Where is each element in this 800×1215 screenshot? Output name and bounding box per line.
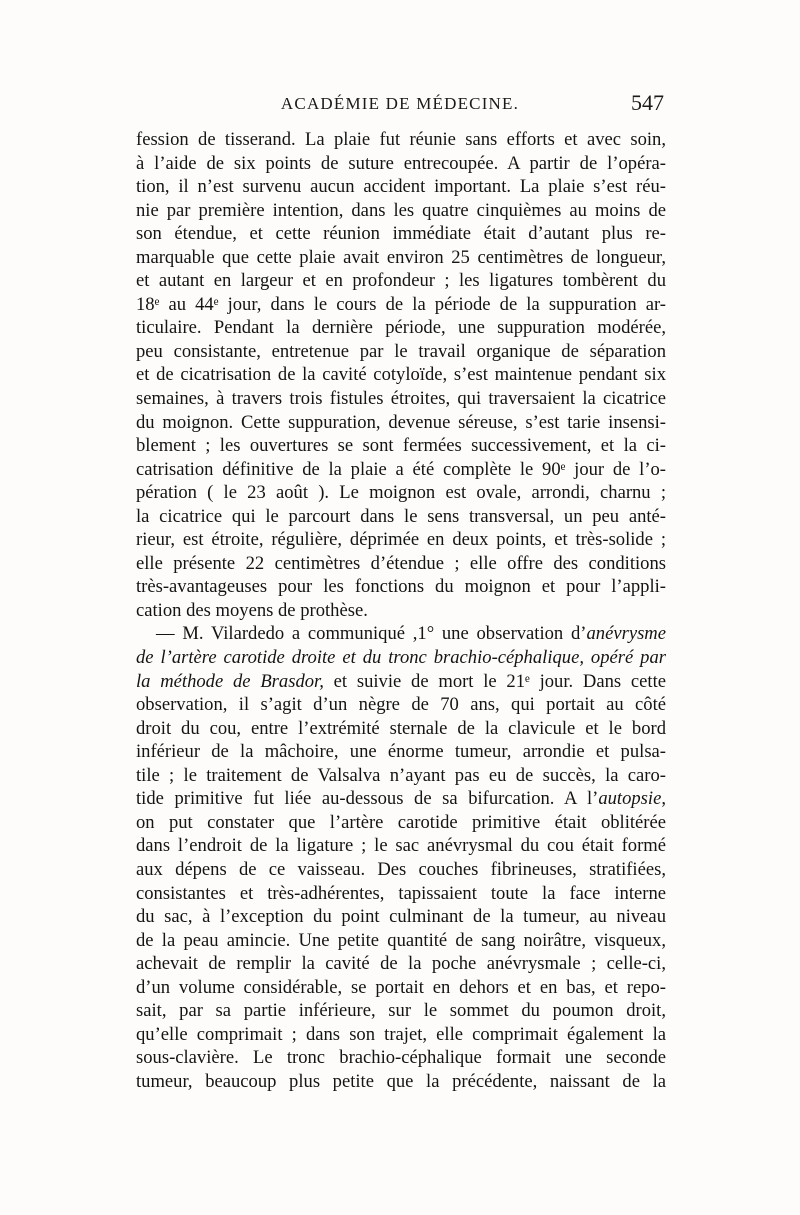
line-text: dans l’endroit de la ligature ; le sac anévrysmal du cou était formé: [136, 835, 666, 857]
text-line: [136, 434, 666, 458]
line-text: et autant en largeur et en profondeur ; les ligatures tombèrent du: [136, 270, 666, 292]
text-line: [136, 1046, 666, 1070]
line-text: marquable que cette plaie avait environ 25 centimètres de longueur,: [136, 246, 666, 268]
text-line: [136, 1070, 666, 1094]
text-line: [136, 458, 666, 482]
line-text: tion, il n’est survenu aucun accident important. La plaie s’est réu-: [136, 176, 666, 198]
line-text: et suivie de mort le 21ᵉ jour. Dans cette: [323, 670, 666, 692]
line-text: son étendue, et cette réunion immédiate était d’autant plus re-: [136, 223, 666, 245]
line-text: peu consistante, entretenue par le travail organique de séparation: [136, 340, 666, 362]
line-text: du moignon. Cette suppuration, devenue séreuse, s’est tarie insensi-: [136, 411, 666, 433]
page-number: 547: [631, 90, 664, 115]
line-text: cation des moyens de prothèse.: [136, 599, 368, 621]
text-line: [136, 269, 666, 293]
text-line: [136, 481, 666, 505]
line-text: et de cicatrisation de la cavité cotyloïde, s’est maintenue pendant six: [136, 364, 666, 386]
line-text: rieur, est étroite, régulière, déprimée en deux points, et très-solide ;: [136, 529, 666, 551]
line-text: droit du cou, entre l’extrémité sternale de la clavicule et le bord: [136, 717, 666, 739]
line-text: catrisation définitive de la plaie a été complète le 90ᵉ jour de l’o-: [136, 458, 666, 480]
text-line: [136, 1023, 666, 1047]
text-line: [136, 693, 666, 717]
line-text: — M. Vilardedo a communiqué ,1° une observation d’: [156, 623, 587, 645]
line-text: blement ; les ouvertures se sont fermées successivement, et la ci-: [136, 435, 666, 457]
text-line: [136, 929, 666, 953]
line-text: qu’elle comprimait ; dans son trajet, elle comprimait également la: [136, 1023, 666, 1045]
text-line: [136, 316, 666, 340]
line-text: du sac, à l’exception du point culminant de la tumeur, au niveau: [136, 906, 666, 928]
italic-text: la méthode de Brasdor,: [136, 670, 324, 692]
text-line: [136, 552, 666, 576]
line-text: achevait de remplir la cavité de la poche anévrysmale ; celle-ci,: [136, 953, 666, 975]
text-line: [136, 834, 666, 858]
line-text: fession de tisserand. La plaie fut réunie sans efforts et avec soin,: [136, 129, 666, 150]
line-text: consistantes et très-adhérentes, tapissaient toute la face interne: [136, 882, 666, 904]
text-line: [136, 505, 666, 529]
italic-text: de l’artère carotide droite et du tronc brachio-céphalique, opéré par: [136, 647, 666, 669]
text-line: [136, 811, 666, 835]
line-text: tumeur, beaucoup plus petite que la précédente, naissant de la: [136, 1070, 666, 1092]
text-line: [136, 575, 666, 599]
italic-text: autopsie: [598, 788, 662, 810]
line-text: ticulaire. Pendant la dernière période, une suppuration modérée,: [136, 317, 666, 339]
line-text: pération ( le 23 août ). Le moignon est ovale, arrondi, charnu ;: [136, 482, 666, 504]
text-line: [136, 622, 666, 646]
text-line: [136, 293, 666, 317]
text-line: [136, 717, 666, 741]
text-line: [136, 952, 666, 976]
line-text: aux dépens de ce vaisseau. Des couches fibrineuses, stratifiées,: [136, 858, 666, 880]
text-line: [136, 976, 666, 1000]
line-text: tile ; le traitement de Valsalva n’ayant pas eu de succès, la caro-: [136, 764, 666, 786]
text-line: [136, 175, 666, 199]
text-line: [136, 882, 666, 906]
text-line: [136, 787, 666, 811]
page-header: [136, 90, 664, 124]
text-line: [136, 670, 666, 694]
line-text: sous-clavière. Le tronc brachio-céphalique formait une seconde: [136, 1047, 666, 1069]
text-line: [136, 528, 666, 552]
line-text: à l’aide de six points de suture entrecoupée. A partir de l’opéra-: [136, 152, 666, 174]
line-text: la cicatrice qui le parcourt dans le sens transversal, un peu anté-: [136, 505, 666, 527]
line-text: inférieur de la mâchoire, une énorme tumeur, arrondie et pulsa-: [136, 741, 666, 763]
text-line: [136, 999, 666, 1023]
text-line: [136, 905, 666, 929]
line-text: sait, par sa partie inférieure, sur le sommet du poumon droit,: [136, 1000, 666, 1022]
line-text: tide primitive fut liée au-dessous de sa bifurcation. A l’: [136, 788, 599, 810]
line-text: semaines, à travers trois fistules étroites, qui traversaient la cicatrice: [136, 388, 666, 410]
text-line: [136, 246, 666, 270]
line-text: 18ᵉ au 44ᵉ jour, dans le cours de la période de la suppuration ar-: [136, 293, 666, 315]
running-head: ACADÉMIE DE MÉDECINE.: [280, 94, 520, 113]
text-line: [136, 387, 666, 411]
line-text: d’un volume considérable, se portait en dehors et en bas, et repo-: [136, 976, 666, 998]
body-text: [136, 128, 666, 1093]
text-line: [136, 646, 666, 670]
line-text: ,: [661, 788, 666, 810]
text-line: [136, 411, 666, 435]
text-line: [136, 858, 666, 882]
italic-text: anévrysme: [586, 623, 666, 645]
text-line: [136, 152, 666, 176]
line-text: nie par première intention, dans les quatre cinquièmes au moins de: [136, 199, 666, 221]
line-text: on put constater que l’artère carotide primitive était oblitérée: [136, 811, 666, 833]
text-line: [136, 740, 666, 764]
text-line: [136, 764, 666, 788]
line-text: très-avantageuses pour les fonctions du moignon et pour l’appli-: [136, 576, 666, 598]
text-line: [136, 363, 666, 387]
line-text: observation, il s’agit d’un nègre de 70 ans, qui portait au côté: [136, 694, 666, 716]
line-text: de la peau amincie. Une petite quantité de sang noirâtre, visqueux,: [136, 929, 666, 951]
text-line: [136, 128, 666, 152]
text-line: [136, 340, 666, 364]
line-text: elle présente 22 centimètres d’étendue ; elle offre des conditions: [136, 552, 666, 574]
text-line: [136, 599, 666, 623]
text-line: [136, 222, 666, 246]
text-line: [136, 199, 666, 223]
